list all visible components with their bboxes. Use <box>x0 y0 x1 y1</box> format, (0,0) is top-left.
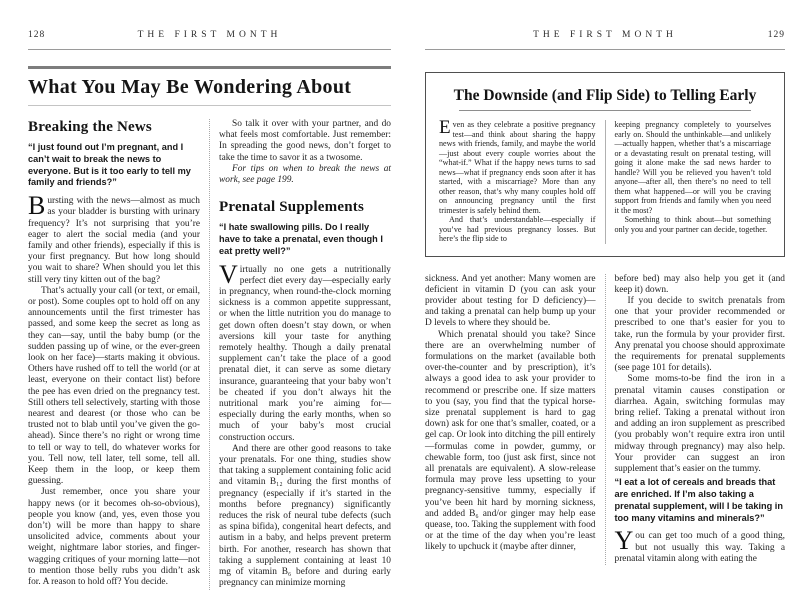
sidebar-box-title: The Downside (and Flip Side) to Telling Early <box>453 87 757 104</box>
drop-cap: Y <box>614 526 634 556</box>
two-column-layout <box>425 274 785 565</box>
drop-cap: E <box>439 117 451 138</box>
page-number: 129 <box>767 30 785 40</box>
paragraph: Some moms-to-be find the iron in a prenatal vitamin causes constipation or diarrhea. Again, switching formulas may bring relief. Taking a prenatal without iron and adding an iron supplement as prescribed (you probably won’t require extra iron until midway through pregnancy) may also help. Your provider can suggest an iron supplement that’s easier on the tummy. <box>614 374 785 474</box>
page-129 <box>405 0 810 608</box>
page-number: 128 <box>28 30 46 40</box>
paragraph: Something to think about—but something only you and your partner can decide, together. <box>614 215 771 234</box>
paragraph-text: ven as they celebrate a positive pregnancy test—and think about sharing the happy news with friends, family, and maybe the world—just about every couple worries about the “what-if.” What if the happy news turns to sad news—what if pregnancy ends soon after it has started, with a miscarriage? More than any other reason, that’s why many couples hold off on announcing pregnancy until the first trimester is safely behind them. <box>439 120 596 215</box>
paragraph <box>28 191 200 286</box>
column-right <box>219 119 391 590</box>
paragraph: keeping pregnancy completely to yourselves early on. Should the unthinkable—and unlikely—actually happen, whether that’s a miscarriage or a devastating result on prenatal testing, will going it alone make the sad news harder to handle? Will you be relieved you haven’t told anyone—after all, then there’s no need to tell them what happened—or will you be craving support from friends and family when you need it the most? <box>614 120 771 215</box>
paragraph: before bed) may also help you get it (and keep it) down. <box>614 273 785 295</box>
cross-reference: For tips on when to break the news at work, see page 199. <box>219 163 391 186</box>
column-divider <box>605 274 606 565</box>
paragraph: And that’s understandable—especially if you’ve had previous pregnancy losses. But here’s the flip side to <box>439 215 596 243</box>
sidebar-column-right <box>615 120 772 244</box>
column-left <box>425 274 596 565</box>
paragraph: Just remember, once you share your happy news (or it becomes oh-so-obvious), people you know (and, yes, even those you don’t) will be more than happy to share unsolicited advice, comments about your weight, nightmare labor stories, and finger-wagging critiques of your morning latte—not to mention those belly rubs you didn’t ask for. A reason to hold off? You decide. <box>28 487 200 588</box>
paragraph <box>614 526 786 565</box>
running-header <box>425 30 785 44</box>
section-heading: Breaking the News <box>28 119 152 135</box>
paragraph <box>439 117 596 215</box>
sidebar-column-left <box>439 117 596 244</box>
two-column-layout <box>28 119 391 590</box>
reader-question: “I eat a lot of cereals and breads that are enriched. If I’m also taking a prenatal supplement, will I be taking in too many vitamins and minerals?” <box>614 477 783 523</box>
paragraph: So talk it over with your partner, and do what feels most comfortable. Just remember: In spreading the good news, don’t forget to take the time to savor it as a twosome. <box>219 119 391 163</box>
sidebar-columns <box>439 117 771 244</box>
reader-question: “I hate swallowing pills. Do I really have to take a prenatal, even though I eat pretty well?” <box>219 222 383 256</box>
drop-cap: B <box>28 191 46 221</box>
header-rule <box>425 49 785 50</box>
reader-question: “I just found out I’m pregnant, and I can’t wait to break the news to everyone. But is it too early to tell my family and friends?” <box>28 142 191 188</box>
paragraph: That’s actually your call (or text, or email, or post). Some couples opt to hold off on any announcements until the first trimester has passed, and some keep the secret as long as they can—say, until the baby bump (or the sudden passing up of wine, or the ever-green look on her face)—starts making it obvious. Others have rushed off to tell the world (or at least, everyone on their contact list) before the pee has even dried on the pregnancy test. Still others tell selectively, starting with those nearest and dearest (or those who can be trusted not to blab until you’ve given the go-ahead). Since there’s no right or wrong time to tell or way to tell, do whatever works for you. Tell now, tell later, tell some, tell all. Keep them in the loop, or keep them guessing. <box>28 285 200 487</box>
paragraph: sickness. And yet another: Many women are deficient in vitamin D (you can ask your provider about testing for D deficiency)—and taking a prenatal can help bump up your D levels to where they should be. <box>425 273 596 329</box>
sidebar-box <box>425 72 785 257</box>
page-title: What You May Be Wondering About <box>28 76 352 98</box>
running-head-title: THE FIRST MONTH <box>137 30 282 40</box>
paragraph-text: irtually no one gets a nutritionally perfect diet every day—especially early in pregnancy, when round-the-clock morning sickness is a common appetite suppressant, or when the little nutrition you do manage to get down often doesn’t stay down, or when aversions kill your taste for anything remotely healthy. Though a daily prenatal supplement can’t take the place of a good prenatal diet, it can serve as some dietary insurance, guaranteeing that your baby won’t be cheated if you don’t always hit the nutritional mark you’re aiming for—especially during the early months, when so much of your baby’s most crucial construction occurs. <box>219 264 391 443</box>
section-title-block <box>28 66 391 106</box>
running-header <box>28 30 391 44</box>
column-divider <box>209 119 210 590</box>
paragraph-text: ursting with the news—almost as much as your bladder is bursting with urinary frequency? It’s not surprising that you’re eager to alert the social media (and your family and other friends), especially if this is your first pregnancy. But how long should you wait to share? When should you let this still very tiny kitten out of the bag? <box>28 196 200 285</box>
sidebar-column-divider <box>605 120 606 244</box>
title-bottom-rule <box>28 105 391 106</box>
paragraph: Which prenatal should you take? Since there are an overwhelming number of formulations on the market (available both over-the-counter and by prescription), it’s always a good idea to ask your provider to recommend or prescribe one. If size matters to you (say, you find that the typical horse-size prenatal supplement is hard to gag down) ask for one that’s smaller, coated, or a gel cap. Or look into ditching the pill entirely—formulas come in powder, gummy, or chewable form, too (just ask first, since not all prenatals are equivalent). A slow-release formula may prove less upsetting to your pregnancy-sensitive tummy, especially if you’ve been hit hard by morning sickness, and added B₆ and/or ginger may help ease quease, too. Taking the supplement with food or at the time of the day when you’re least likely to upchuck it (maybe after dinner, <box>425 329 596 553</box>
sidebar-title-rule <box>459 110 751 111</box>
header-rule <box>28 49 391 50</box>
drop-cap: V <box>219 259 238 289</box>
running-head-title: THE FIRST MONTH <box>533 30 677 40</box>
section-heading: Prenatal Supplements <box>219 199 364 216</box>
paragraph <box>219 259 391 444</box>
paragraph-text: ou can get too much of a good thing, but not usually this way. Taking a prenatal vitamin along with eating the <box>614 531 785 564</box>
column-right <box>615 274 786 565</box>
paragraph: If you decide to switch prenatals from one that your provider recommended or prescribed to one that’s easier for you to take, run the formula by your provider first. Any prenatal you choose should approximate the requirements for prenatal supplements (see page 101 for details). <box>614 295 785 374</box>
paragraph: And there are other good reasons to take your prenatals. For one thing, studies show that taking a supplement containing folic acid and vitamin B₁₂ during the first months of pregnancy (especially if it’s started in the months before pregnancy) significantly reduces the risk of neural tube defects (such as spina bifida), congenital heart defects, and autism in a baby, and helps prevent preterm birth. For another, research has shown that taking a supplement containing at least 10 mg of vitamin B₆ before and during early pregnancy can minimize morning <box>219 443 391 589</box>
column-left <box>28 119 200 590</box>
